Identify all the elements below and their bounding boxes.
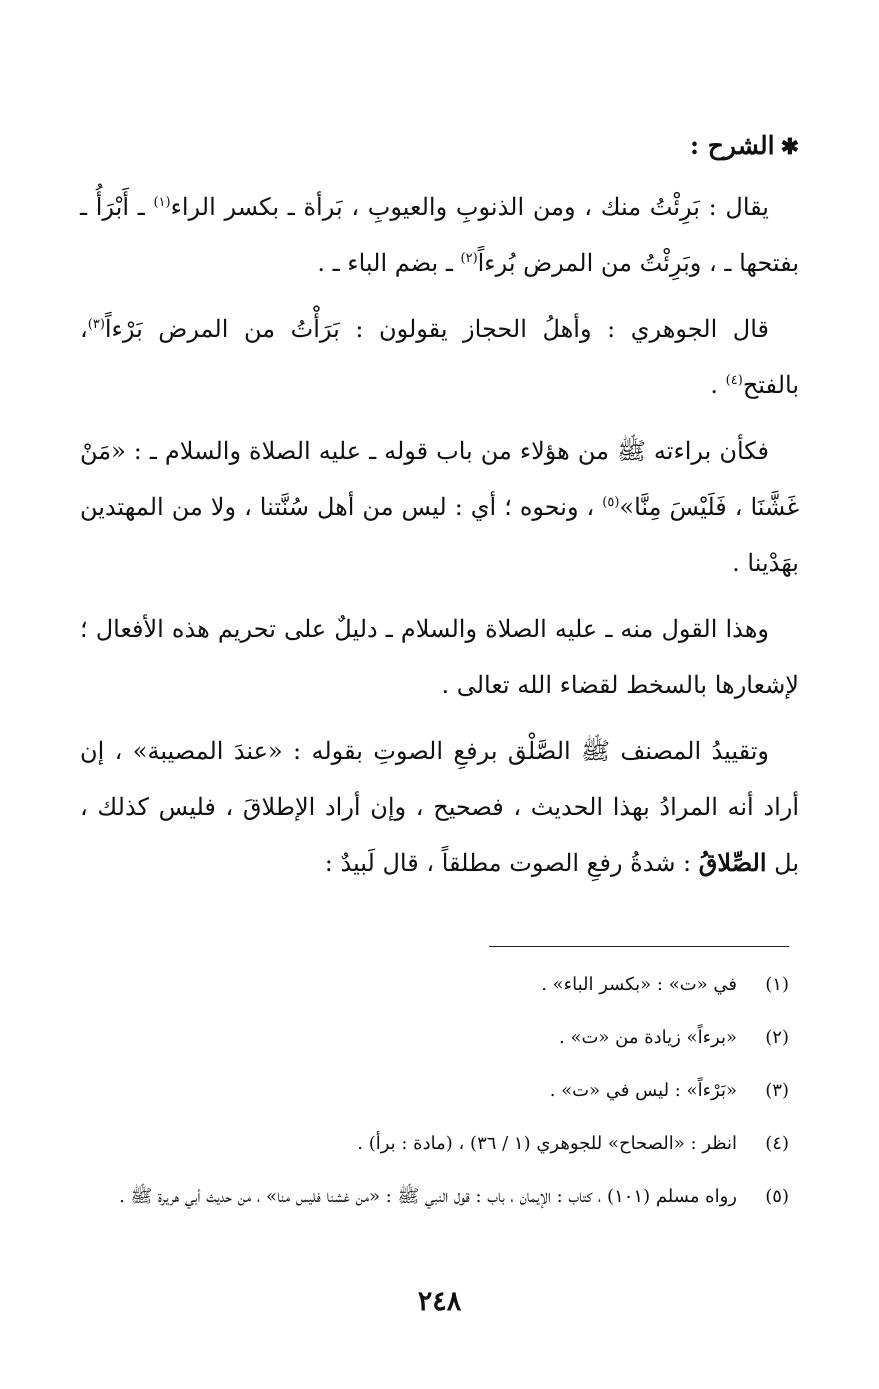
- footnote-3: [80, 1064, 789, 1117]
- footnote-number: (٥): [765, 1186, 789, 1207]
- footnote-number: (١): [765, 974, 789, 995]
- footnote-5: [80, 1170, 789, 1223]
- footnote-text: رواه مسلم (١٠١) ، كتاب : الإيمان ، باب : قول النبي ﷺ : «من غشنا فليس منا» ، من حديث أبي هريرة ﷺ .: [119, 1186, 737, 1207]
- footnote-1: [80, 958, 789, 1011]
- paragraph-text: قال الجوهري : وأهلُ الحجاز يقولون : بَرَأْتُ من المرض بَرْءاً: [104, 315, 769, 343]
- footnote-ref-1: (١): [153, 195, 171, 210]
- footnote-number: (٢): [765, 1027, 789, 1048]
- footnote-text: انظر : «الصحاح» للجوهري (١ / ٣٦) ، (مادة : برأ) .: [357, 1133, 737, 1154]
- commentary-body: [80, 120, 799, 901]
- paragraph-text: .: [710, 371, 726, 399]
- paragraph-text: ـ أَبْرَأُ ـ بفتحها ـ ، وبَرِئْتُ من المرض بُرءاً: [80, 193, 799, 277]
- footnote-number: (٤): [765, 1133, 789, 1154]
- paragraph-2: [80, 301, 799, 413]
- footnote-2: [80, 1011, 789, 1064]
- heading-text: الشرح :: [689, 131, 775, 160]
- footnote-ref-3: (٣): [87, 317, 105, 332]
- footnote-number: (٣): [765, 1080, 789, 1101]
- paragraph-3: [80, 423, 799, 591]
- footnote-ref-5: (٥): [602, 495, 620, 510]
- paragraph-text: وتقييدُ المصنف ﷺ الصَّلْق برفعِ الصوتِ بقوله : «عندَ المصيبة» ، إن أراد أنه المرادُ بهذا الحديث ، فصحيح ، وإن أراد الإطلاقَ ، فليس كذلك ، بل: [80, 737, 799, 877]
- footnote-text: «برءاً» زيادة من «ت» .: [559, 1027, 737, 1048]
- page-number: ٢٤٨: [417, 1286, 462, 1317]
- paragraph-text: فكأن براءته ﷺ من هؤلاء من باب قوله ـ عليه الصلاة والسلام ـ : «مَنْ غَشَّنَا ، فَلَيْسَ مِنَّا»: [80, 437, 799, 521]
- paragraph-4: [80, 601, 799, 713]
- paragraph-text: ، ونحوه ؛ أي : ليس من أهل سُنَّتنا ، ولا من المهتدين بهَدْينا .: [80, 493, 799, 577]
- paragraph-text: وهذا القول منه ـ عليه الصلاة والسلام ـ دليلٌ على تحريم هذه الأفعال ؛ لإشعارها بالسخط لقضاء الله تعالى .: [80, 615, 799, 699]
- heading-bullet: ✱: [780, 134, 799, 160]
- paragraph-5: [80, 723, 799, 891]
- section-heading: [80, 120, 799, 173]
- paragraph-text: يقال : بَرِئْتُ منك ، ومن الذنوبِ والعيوبِ ، بَرأة ـ بكسر الراء: [170, 193, 769, 221]
- paragraph-text: : شدةُ رفعِ الصوت مطلقاً ، قال لَبيدٌ :: [324, 849, 699, 877]
- paragraph-text: ـ بضم الباء ـ .: [317, 249, 461, 277]
- bold-term: الصِّلاقُ: [698, 848, 767, 877]
- footnote-divider: [489, 946, 789, 947]
- paragraph-1: [80, 179, 799, 291]
- footnote-text: في «ت» : «بكسر الباء» .: [541, 974, 737, 995]
- footnote-4: [80, 1117, 789, 1170]
- footnote-ref-4: (٤): [725, 373, 743, 388]
- footnotes-section: [80, 958, 789, 1223]
- paragraph-text: ، بالفتح: [80, 315, 799, 399]
- footnote-ref-2: (٢): [460, 251, 478, 266]
- footnote-text: «بَرْءاً» : ليس في «ت» .: [549, 1080, 737, 1101]
